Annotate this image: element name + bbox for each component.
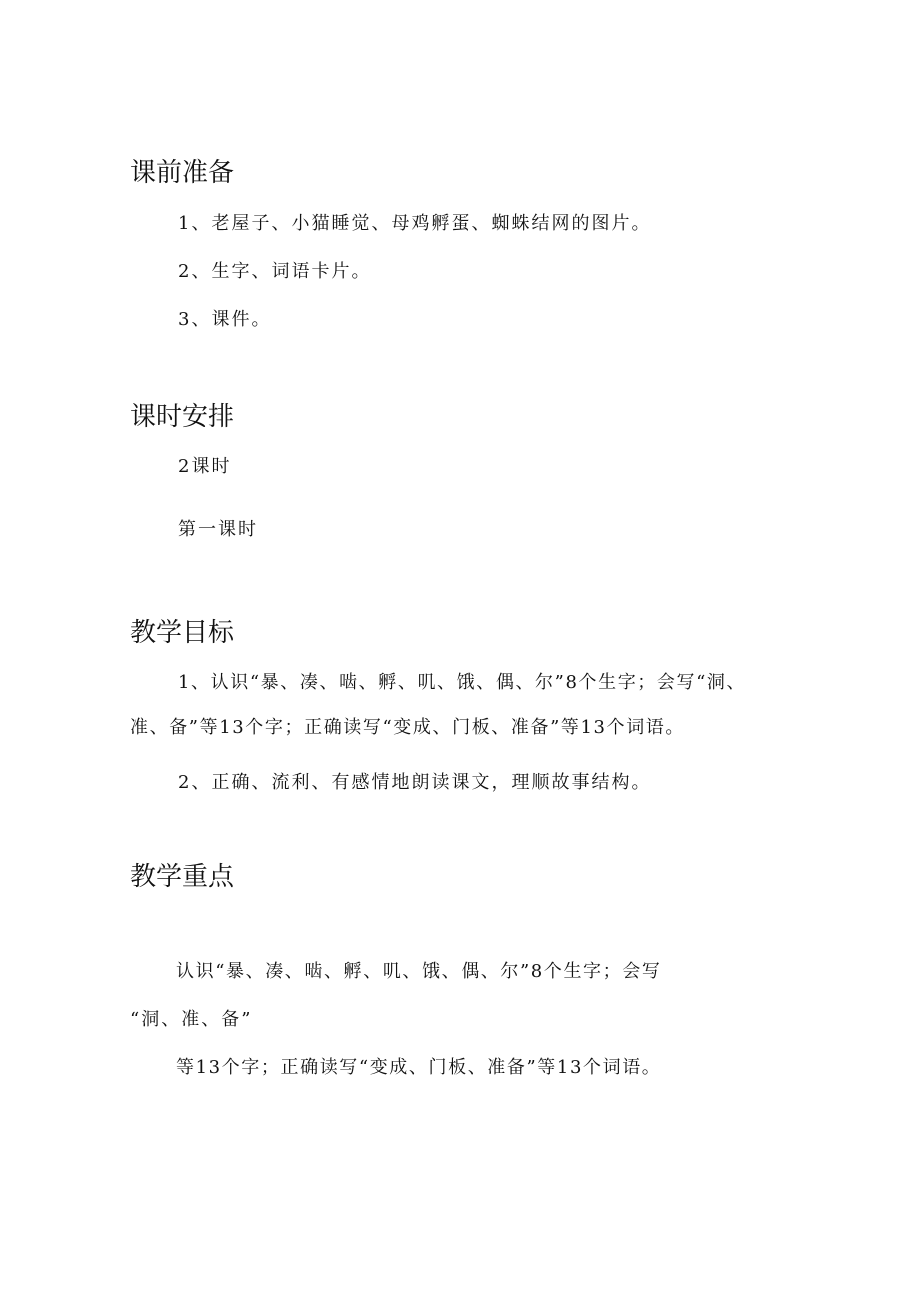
prep-item-2: 2、生字、词语卡片。 [178, 261, 372, 282]
prep-item-1: 1、老屋子、小猫睡觉、母鸡孵蛋、蜘蛛结网的图片。 [178, 213, 652, 234]
focus-line-1: 认识“暴、凑、啮、孵、叽、饿、偶、尔”8个生字；会写 [176, 961, 662, 982]
focus-line-2: “洞、准、备” [130, 1009, 253, 1030]
heading-prep: 课前准备 [130, 158, 235, 188]
heading-schedule: 课时安排 [130, 402, 235, 432]
focus-line-3: 等13个字；正确读写“变成、门板、准备”等13个词语。 [176, 1057, 662, 1078]
goals-line-3: 2、正确、流利、有感情地朗读课文，理顺故事结构。 [178, 772, 652, 793]
heading-focus: 教学重点 [130, 862, 235, 892]
prep-item-3: 3、课件。 [178, 309, 272, 330]
schedule-hours: 2课时 [178, 456, 232, 477]
goals-line-2: 准、备”等13个字；正确读写“变成、门板、准备”等13个词语。 [130, 717, 686, 738]
schedule-first-lesson: 第一课时 [178, 519, 258, 540]
heading-goals: 教学目标 [130, 618, 235, 648]
goals-line-1: 1、认识“暴、凑、啮、孵、叽、饿、偶、尔”8个生字；会写“洞、 [178, 672, 747, 693]
